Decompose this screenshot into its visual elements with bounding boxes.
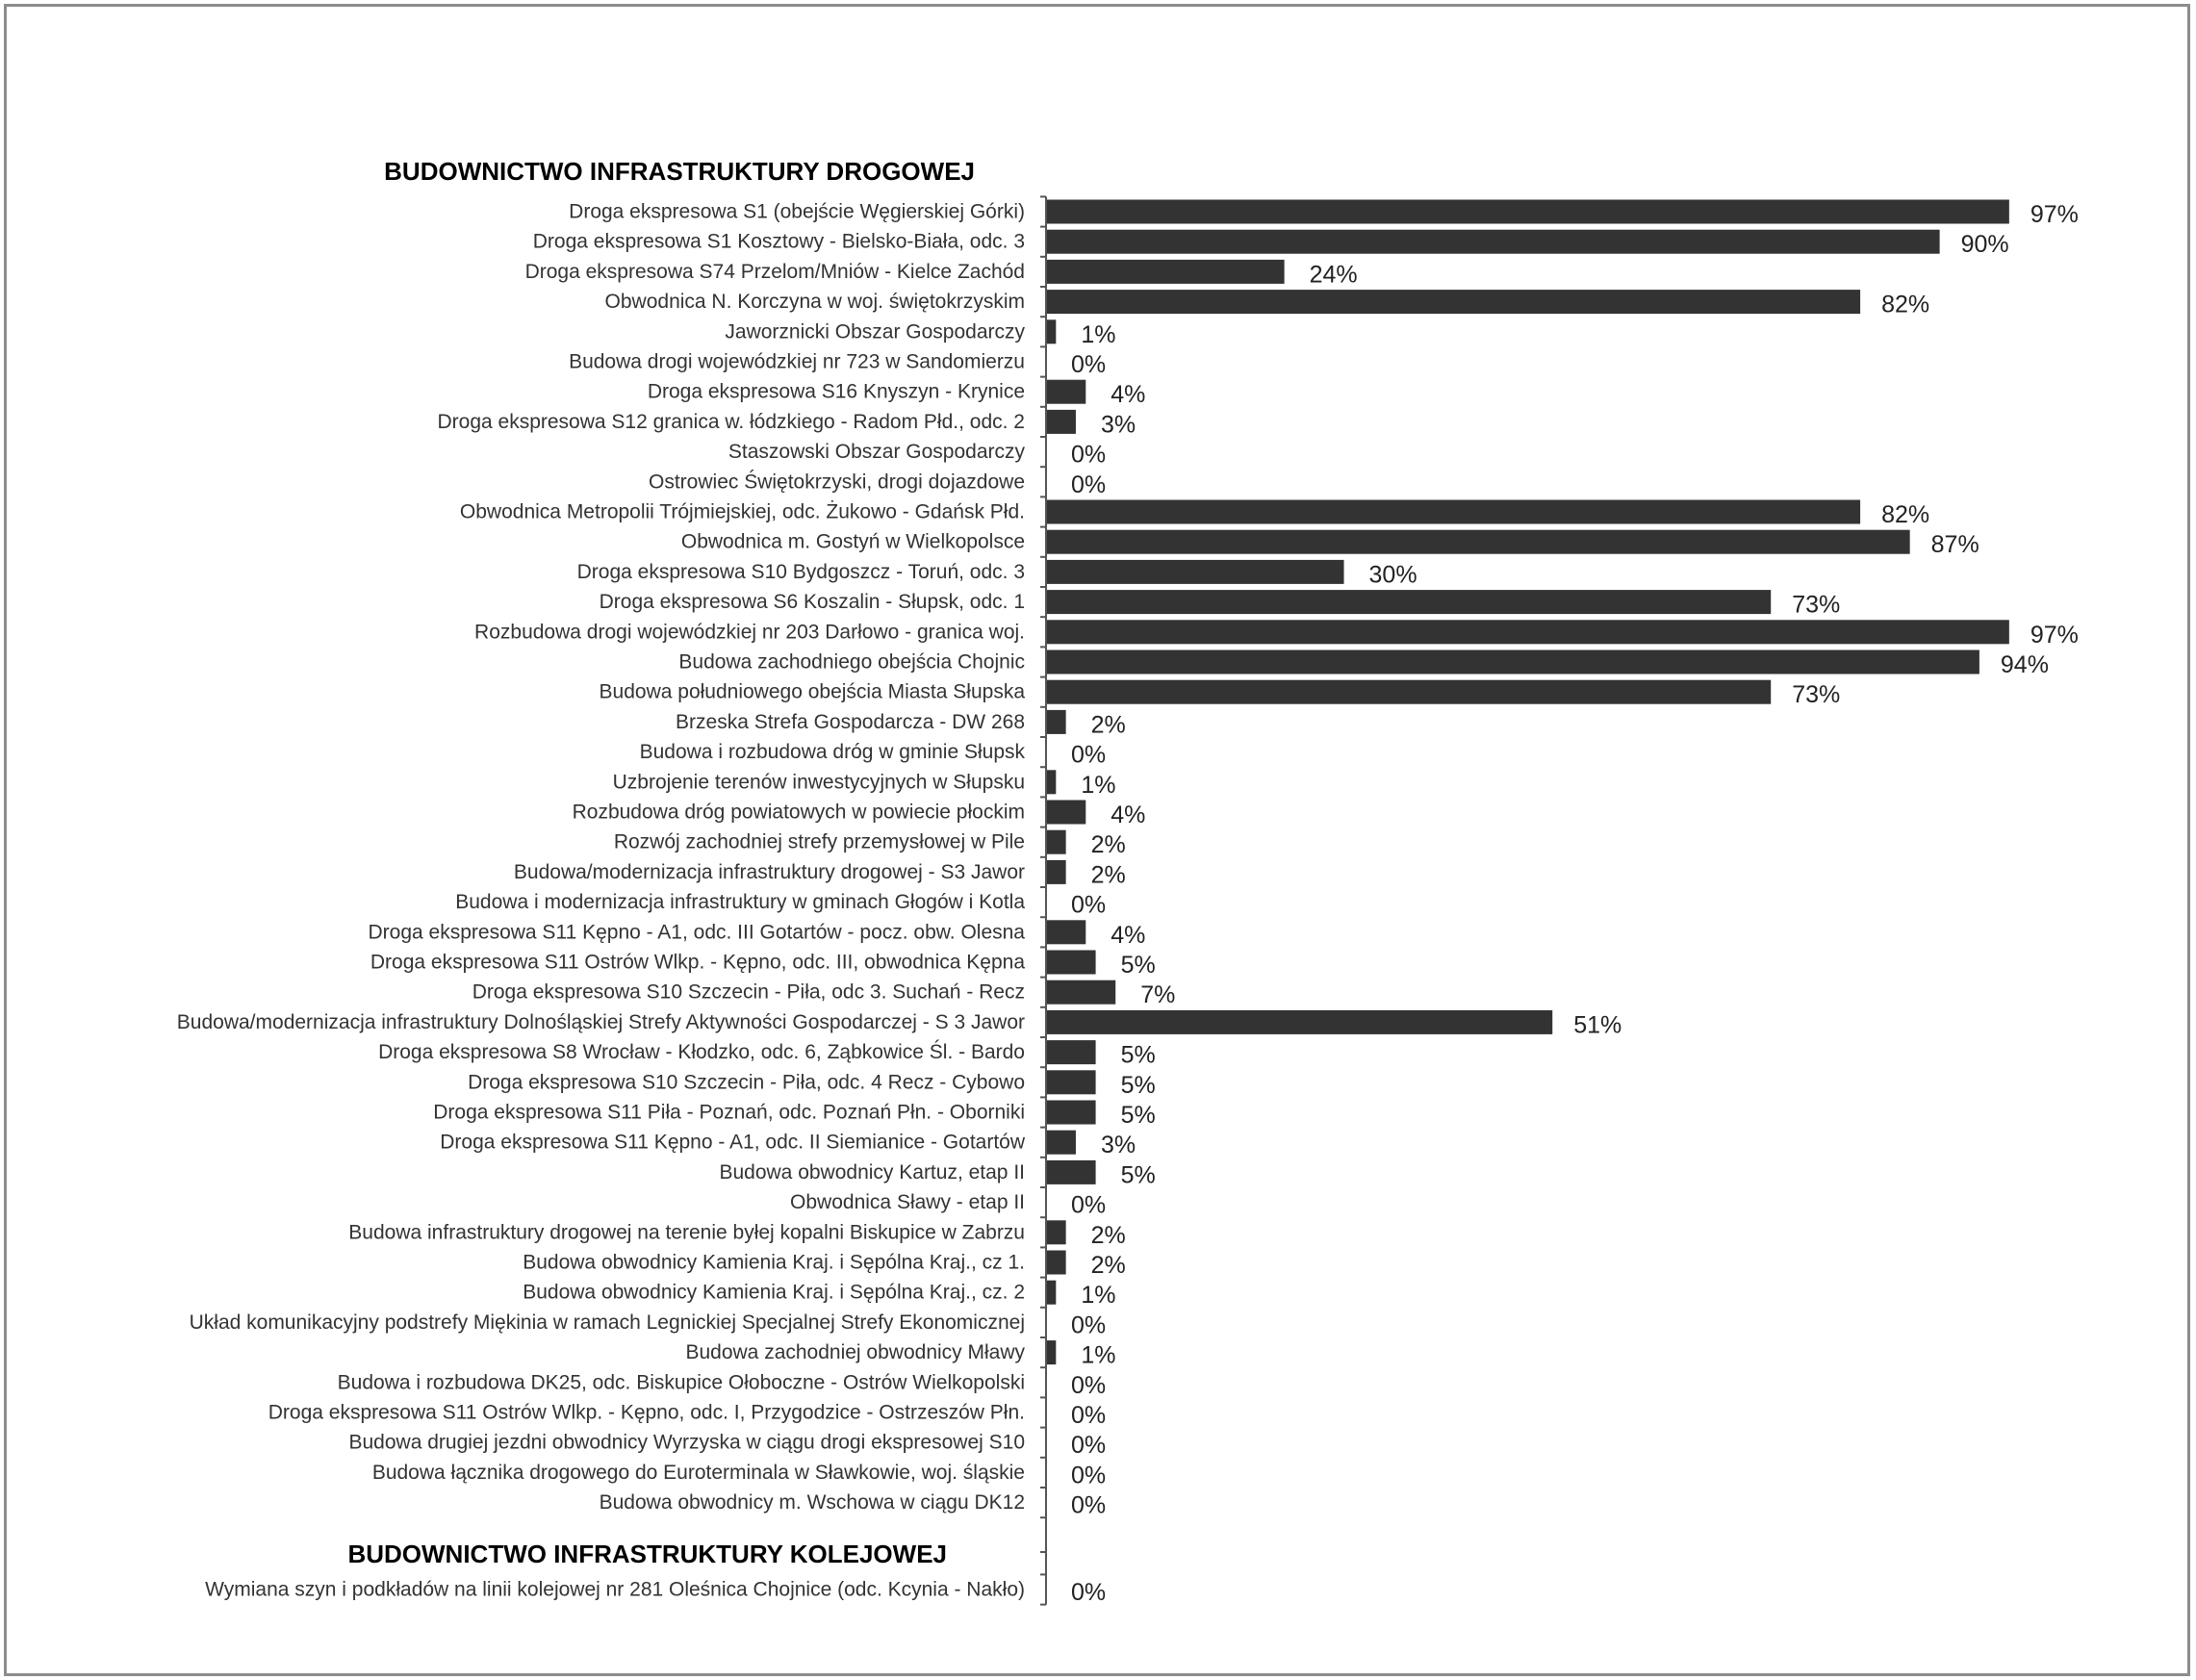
category-label: Droga ekspresowa S11 Kępno - A1, odc. II Siemianice - Gotartów <box>440 1131 1025 1154</box>
category-label: Budowa łącznika drogowego do Euroterminala w Sławkowie, woj. śląskie <box>371 1461 1025 1484</box>
bar <box>1046 1281 1056 1305</box>
data-label: 30% <box>1368 561 1417 589</box>
bar <box>1046 680 1771 704</box>
category-label: Droga ekspresowa S1 (obejście Węgierskiej Górki) <box>569 200 1025 223</box>
data-label: 4% <box>1111 802 1146 828</box>
data-label: 97% <box>2030 201 2079 228</box>
category-label: Budowa obwodnicy Kartuz, etap II <box>719 1160 1025 1184</box>
bar <box>1046 500 1860 524</box>
bar <box>1046 650 1979 675</box>
data-label: 87% <box>1930 531 1979 559</box>
category-label: Droga ekspresowa S1 Kosztowy - Bielsko-Biała, odc. 3 <box>532 230 1025 253</box>
bar <box>1046 770 1056 794</box>
bar <box>1046 1340 1056 1364</box>
bar <box>1046 951 1096 975</box>
bar <box>1046 620 2009 644</box>
data-label: 2% <box>1090 1221 1126 1249</box>
bar <box>1046 530 1910 554</box>
bar <box>1046 1251 1066 1275</box>
bar <box>1046 590 1771 614</box>
category-label: Wymiana szyn i podkładów na linii kolejowej nr 281 Oleśnica Chojnice (odc. Kcynia - Nakło) <box>205 1578 1025 1601</box>
data-label: 1% <box>1081 1282 1116 1310</box>
bar <box>1046 260 1285 284</box>
data-label: 1% <box>1081 320 1116 348</box>
data-label: 0% <box>1071 741 1107 769</box>
bar <box>1046 1160 1096 1184</box>
category-label: Rozbudowa drogi wojewódzkiej nr 203 Darłowo - granica woj. <box>474 621 1025 644</box>
category-label: Jaworznicki Obszar Gospodarczy <box>725 320 1025 344</box>
category-label: Droga ekspresowa S8 Wrocław - Kłodzko, odc. 6, Ząbkowice Śl. - Bardo <box>378 1041 1025 1064</box>
category-label: Obwodnica Sławy - etap II <box>790 1191 1025 1214</box>
category-label: Staszowski Obszar Gospodarczy <box>728 441 1025 464</box>
category-label: Rozbudowa dróg powiatowych w powiecie płockim <box>572 801 1025 824</box>
bar <box>1046 1131 1076 1155</box>
category-label: Droga ekspresowa S10 Szczecin - Piła, odc. 4 Recz - Cybowo <box>468 1071 1025 1094</box>
data-label: 5% <box>1120 1041 1156 1069</box>
bar <box>1046 290 1860 314</box>
data-label: 51% <box>1573 1011 1622 1039</box>
category-label: Budowa i modernizacja infrastruktury w gminach Głogów i Kotla <box>455 891 1025 914</box>
category-label: Droga ekspresowa S11 Ostrów Wlkp. - Kępno, odc. III, obwodnica Kępna <box>370 951 1025 974</box>
data-label: 97% <box>2030 621 2079 649</box>
data-label: 2% <box>1090 711 1126 739</box>
bar <box>1046 1220 1066 1244</box>
data-label: 3% <box>1100 1132 1136 1159</box>
bar <box>1046 980 1115 1005</box>
bar <box>1046 830 1066 854</box>
data-label: 0% <box>1071 1371 1107 1399</box>
category-label: Droga ekspresowa S10 Bydgoszcz - Toruń, odc. 3 <box>576 560 1025 583</box>
category-label: Droga ekspresowa S16 Knyszyn - Krynice <box>647 380 1025 403</box>
bar <box>1046 1070 1096 1094</box>
data-label: 0% <box>1071 1579 1107 1606</box>
category-label: Obwodnica Metropolii Trójmiejskiej, odc. Żukowo - Gdańsk Płd. <box>459 500 1025 523</box>
data-label: 0% <box>1071 1402 1107 1429</box>
data-label: 2% <box>1090 861 1126 889</box>
data-label: 0% <box>1071 471 1107 498</box>
category-label: Droga ekspresowa S11 Kępno - A1, odc. III Gotartów - pocz. obw. Olesna <box>368 921 1025 944</box>
data-label: 73% <box>1792 681 1841 709</box>
category-label: Budowa i rozbudowa DK25, odc. Biskupice Ołoboczne - Ostrów Wielkopolski <box>337 1371 1025 1394</box>
category-label: Brzeska Strefa Gospodarcza - DW 268 <box>676 710 1025 733</box>
data-label: 1% <box>1081 771 1116 799</box>
data-label: 0% <box>1071 1491 1107 1519</box>
category-label: Budowa obwodnicy Kamienia Kraj. i Sępólna Kraj., cz 1. <box>523 1251 1025 1274</box>
data-label: 82% <box>1881 291 1930 318</box>
bar <box>1046 230 1940 254</box>
data-label: 0% <box>1071 891 1107 919</box>
data-label: 4% <box>1111 381 1146 409</box>
category-label: Budowa i rozbudowa dróg w gminie Słupsk <box>639 741 1025 764</box>
data-label: 5% <box>1120 1102 1156 1129</box>
category-label: Droga ekspresowa S6 Koszalin - Słupsk, odc. 1 <box>599 591 1025 614</box>
bar <box>1046 920 1085 944</box>
bar <box>1046 560 1344 584</box>
bar <box>1046 801 1085 825</box>
category-label: Ostrowiec Świętokrzyski, drogi dojazdowe <box>649 471 1025 494</box>
category-label: Budowa drogi wojewódzkiej nr 723 w Sandomierzu <box>569 350 1025 373</box>
bar <box>1046 319 1056 344</box>
section-title: BUDOWNICTWO INFRASTRUKTURY DROGOWEJ <box>384 157 975 186</box>
data-label: 1% <box>1081 1341 1116 1369</box>
category-label: Uzbrojenie terenów inwestycyjnych w Słupsku <box>612 771 1025 794</box>
category-label: Budowa południowego obejścia Miasta Słupska <box>599 680 1025 703</box>
category-label: Droga ekspresowa S10 Szczecin - Piła, odc 3. Suchań - Recz <box>472 980 1025 1004</box>
bar <box>1046 1010 1552 1034</box>
data-label: 3% <box>1100 411 1136 439</box>
data-label: 24% <box>1309 261 1358 289</box>
bar <box>1046 710 1066 734</box>
category-label: Budowa obwodnicy Kamienia Kraj. i Sępólna Kraj., cz. 2 <box>523 1281 1025 1304</box>
category-label: Droga ekspresowa S11 Ostrów Wlkp. - Kępno, odc. I, Przygodzice - Ostrzeszów Płn. <box>268 1401 1025 1424</box>
data-label: 94% <box>2000 651 2049 678</box>
data-label: 5% <box>1120 1161 1156 1189</box>
data-label: 0% <box>1071 1311 1107 1339</box>
category-label: Rozwój zachodniej strefy przemysłowej w Pile <box>613 830 1025 853</box>
data-label: 82% <box>1881 501 1930 528</box>
data-label: 73% <box>1792 591 1841 619</box>
category-label: Obwodnica N. Korczyna w woj. świętokrzyskim <box>604 291 1025 314</box>
data-label: 2% <box>1090 831 1126 859</box>
category-label: Droga ekspresowa S74 Przelom/Mniów - Kielce Zachód <box>524 260 1025 283</box>
category-label: Budowa/modernizacja infrastruktury drogowej - S3 Jawor <box>513 860 1025 883</box>
data-label: 0% <box>1071 441 1107 469</box>
category-label: Budowa zachodniego obejścia Chojnic <box>678 650 1025 674</box>
category-label: Budowa/modernizacja infrastruktury Dolnośląskiej Strefy Aktywności Gospodarczej - S 3 Jawor <box>176 1010 1025 1033</box>
bar <box>1046 380 1085 404</box>
section-title: BUDOWNICTWO INFRASTRUKTURY KOLEJOWEJ <box>347 1540 947 1568</box>
category-label: Droga ekspresowa S12 granica w. łódzkiego - Radom Płd., odc. 2 <box>437 410 1025 433</box>
data-label: 7% <box>1140 981 1176 1009</box>
data-label: 90% <box>1960 231 2009 259</box>
data-label: 2% <box>1090 1252 1126 1279</box>
data-label: 0% <box>1071 1432 1107 1460</box>
category-label: Budowa drugiej jezdni obwodnicy Wyrzyska w ciągu drogi ekspresowej S10 <box>348 1431 1025 1454</box>
data-label: 0% <box>1071 351 1107 378</box>
category-label: Droga ekspresowa S11 Piła - Poznań, odc. Poznań Płn. - Oborniki <box>433 1101 1025 1124</box>
category-label: Obwodnica m. Gostyń w Wielkopolsce <box>680 530 1025 553</box>
category-label: Budowa obwodnicy m. Wschowa w ciągu DK12 <box>599 1491 1025 1515</box>
category-label: Budowa zachodniej obwodnicy Mławy <box>685 1341 1025 1364</box>
data-label: 4% <box>1111 921 1146 949</box>
data-label: 0% <box>1071 1462 1107 1489</box>
data-label: 5% <box>1120 952 1156 979</box>
bar <box>1046 1040 1096 1064</box>
data-label: 5% <box>1120 1071 1156 1099</box>
category-label: Układ komunikacyjny podstrefy Miękinia w ramach Legnickiej Specjalnej Strefy Ekonomicznej <box>189 1311 1025 1334</box>
category-label: Budowa infrastruktury drogowej na terenie byłej kopalni Biskupice w Zabrzu <box>348 1221 1025 1244</box>
data-label: 0% <box>1071 1191 1107 1219</box>
bar <box>1046 410 1076 434</box>
bar <box>1046 1101 1096 1125</box>
bar <box>1046 860 1066 884</box>
bar <box>1046 200 2009 224</box>
